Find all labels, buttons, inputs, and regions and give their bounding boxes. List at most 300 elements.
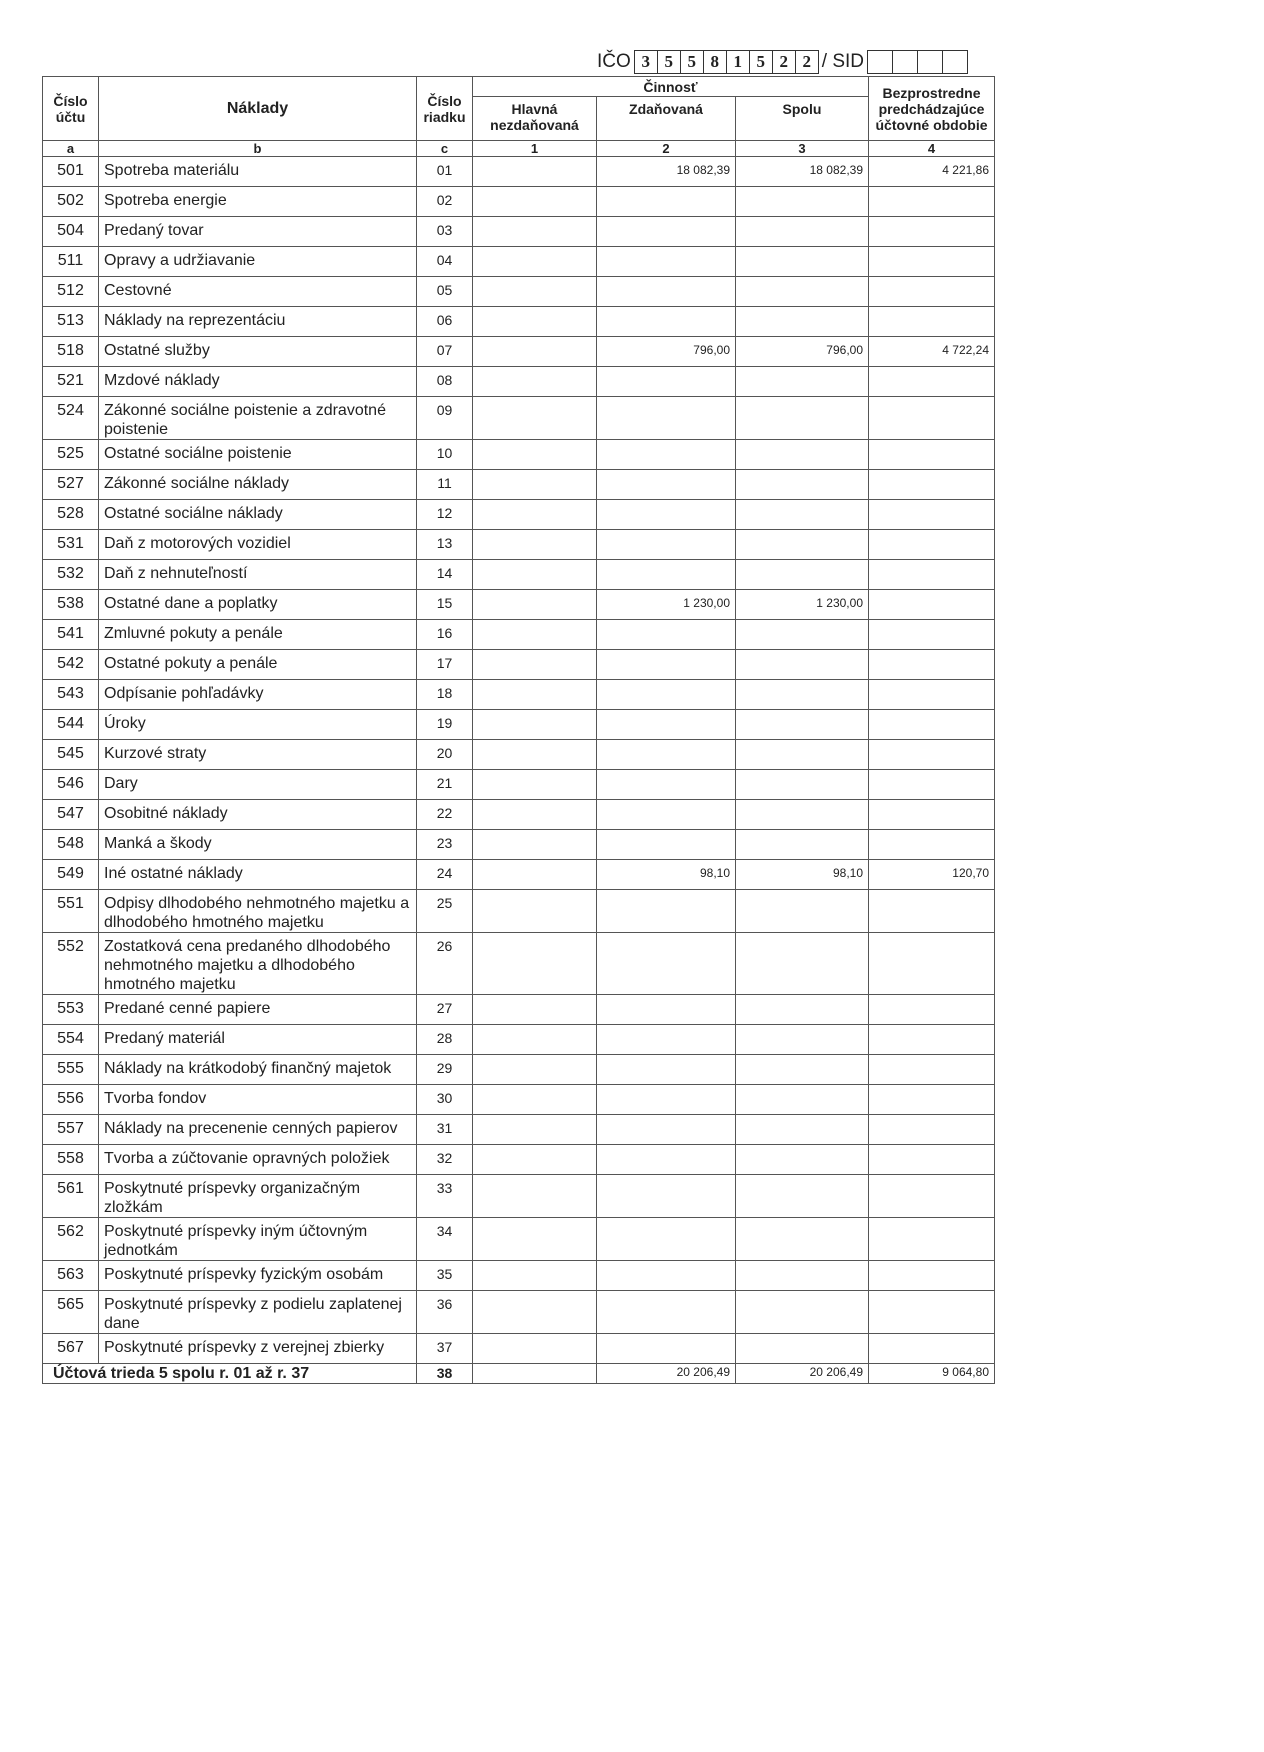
cost-name: Ostatné dane a poplatky	[99, 590, 417, 620]
value-taxed	[597, 740, 736, 770]
value-taxed	[597, 800, 736, 830]
account-number: 518	[43, 337, 99, 367]
cost-name: Opravy a udržiavanie	[99, 247, 417, 277]
value-taxed	[597, 560, 736, 590]
cost-name: Cestovné	[99, 277, 417, 307]
table-row	[43, 367, 995, 397]
account-number: 542	[43, 650, 99, 680]
header-activity: Činnosť	[473, 77, 869, 97]
line-number: 30	[417, 1085, 473, 1115]
value-prev	[869, 217, 995, 247]
value-prev: 4 221,86	[869, 157, 995, 187]
cost-name: Predaný materiál	[99, 1025, 417, 1055]
account-number: 504	[43, 217, 99, 247]
value-prev	[869, 247, 995, 277]
account-number: 545	[43, 740, 99, 770]
table-row	[43, 620, 995, 650]
sid-label: / SID	[821, 51, 865, 72]
sid-box[interactable]	[942, 50, 967, 74]
line-number: 28	[417, 1025, 473, 1055]
column-letter: 2	[597, 141, 736, 157]
sid-box[interactable]	[892, 50, 917, 74]
value-total	[736, 247, 869, 277]
account-number: 525	[43, 440, 99, 470]
line-number: 12	[417, 500, 473, 530]
cost-name: Zostatková cena predaného dlhodobého nehmotného majetku a dlhodobého hmotného majetku	[99, 933, 417, 995]
table-row	[43, 590, 995, 620]
account-number: 562	[43, 1218, 99, 1261]
ico-digit-boxes	[634, 50, 819, 74]
header-main: Hlavná nezdaňovaná	[473, 97, 597, 141]
line-number: 16	[417, 620, 473, 650]
column-letter: 3	[736, 141, 869, 157]
value-total	[736, 620, 869, 650]
value-main	[473, 710, 597, 740]
line-number: 07	[417, 337, 473, 367]
cost-name: Odpisy dlhodobého nehmotného majetku a dlhodobého hmotného majetku	[99, 890, 417, 933]
account-number: 554	[43, 1025, 99, 1055]
value-prev	[869, 1055, 995, 1085]
value-prev	[869, 397, 995, 440]
value-main	[473, 157, 597, 187]
account-number: 546	[43, 770, 99, 800]
value-total	[736, 1334, 869, 1364]
table-row	[43, 1145, 995, 1175]
cost-table	[42, 76, 995, 1384]
value-main	[473, 247, 597, 277]
value-main	[473, 187, 597, 217]
total-c1	[473, 1364, 597, 1384]
cost-name: Poskytnuté príspevky iným účtovným jednotkám	[99, 1218, 417, 1261]
line-number: 08	[417, 367, 473, 397]
ico-field	[597, 50, 971, 74]
header-costs: Náklady	[99, 77, 417, 141]
value-total	[736, 995, 869, 1025]
value-total	[736, 500, 869, 530]
value-taxed	[597, 440, 736, 470]
value-taxed	[597, 500, 736, 530]
line-number: 19	[417, 710, 473, 740]
table-row	[43, 1291, 995, 1334]
cost-name: Ostatné sociálne poistenie	[99, 440, 417, 470]
cost-name: Spotreba energie	[99, 187, 417, 217]
value-taxed: 796,00	[597, 337, 736, 367]
account-number: 549	[43, 860, 99, 890]
line-number: 11	[417, 470, 473, 500]
total-line: 38	[417, 1364, 473, 1384]
value-taxed	[597, 710, 736, 740]
cost-name: Iné ostatné náklady	[99, 860, 417, 890]
value-prev	[869, 500, 995, 530]
account-number: 555	[43, 1055, 99, 1085]
account-number: 543	[43, 680, 99, 710]
table-row	[43, 1218, 995, 1261]
line-number: 32	[417, 1145, 473, 1175]
value-main	[473, 470, 597, 500]
value-taxed	[597, 1025, 736, 1055]
account-number: 553	[43, 995, 99, 1025]
table-row	[43, 470, 995, 500]
value-main	[473, 890, 597, 933]
value-prev	[869, 560, 995, 590]
table-row	[43, 1055, 995, 1085]
value-taxed: 18 082,39	[597, 157, 736, 187]
value-total	[736, 307, 869, 337]
value-taxed	[597, 187, 736, 217]
sid-boxes	[867, 50, 968, 74]
sid-box[interactable]	[867, 50, 892, 74]
value-prev: 120,70	[869, 860, 995, 890]
value-taxed	[597, 530, 736, 560]
value-prev	[869, 933, 995, 995]
line-number: 27	[417, 995, 473, 1025]
value-total	[736, 1145, 869, 1175]
value-main	[473, 277, 597, 307]
value-taxed	[597, 470, 736, 500]
value-main	[473, 1055, 597, 1085]
line-number: 13	[417, 530, 473, 560]
value-main	[473, 590, 597, 620]
value-total	[736, 470, 869, 500]
table-row	[43, 397, 995, 440]
value-prev	[869, 367, 995, 397]
value-total	[736, 650, 869, 680]
account-number: 501	[43, 157, 99, 187]
value-main	[473, 440, 597, 470]
line-number: 31	[417, 1115, 473, 1145]
total-label: Účtová trieda 5 spolu r. 01 až r. 37	[43, 1364, 417, 1384]
table-row	[43, 337, 995, 367]
table-row	[43, 1085, 995, 1115]
line-number: 36	[417, 1291, 473, 1334]
line-number: 22	[417, 800, 473, 830]
cost-name: Náklady na reprezentáciu	[99, 307, 417, 337]
value-prev	[869, 1085, 995, 1115]
value-total	[736, 740, 869, 770]
total-c2: 20 206,49	[597, 1364, 736, 1384]
value-total	[736, 1055, 869, 1085]
account-number: 531	[43, 530, 99, 560]
account-number: 524	[43, 397, 99, 440]
table-row	[43, 800, 995, 830]
cost-name: Manká a škody	[99, 830, 417, 860]
value-prev	[869, 590, 995, 620]
value-main	[473, 367, 597, 397]
value-total	[736, 440, 869, 470]
table-row	[43, 1115, 995, 1145]
value-taxed	[597, 680, 736, 710]
value-taxed	[597, 1334, 736, 1364]
line-number: 10	[417, 440, 473, 470]
value-main	[473, 1261, 597, 1291]
value-main	[473, 307, 597, 337]
value-total	[736, 830, 869, 860]
value-taxed	[597, 1261, 736, 1291]
line-number: 04	[417, 247, 473, 277]
value-total	[736, 1291, 869, 1334]
value-prev	[869, 800, 995, 830]
value-taxed	[597, 650, 736, 680]
value-total	[736, 890, 869, 933]
line-number: 24	[417, 860, 473, 890]
line-number: 06	[417, 307, 473, 337]
cost-name: Predané cenné papiere	[99, 995, 417, 1025]
ico-digit: 3	[634, 50, 657, 74]
value-taxed	[597, 247, 736, 277]
value-total	[736, 710, 869, 740]
total-row	[43, 1364, 995, 1384]
table-row	[43, 187, 995, 217]
value-main	[473, 650, 597, 680]
ico-digit: 5	[749, 50, 772, 74]
cost-name: Ostatné služby	[99, 337, 417, 367]
line-number: 05	[417, 277, 473, 307]
value-main	[473, 680, 597, 710]
value-prev	[869, 1025, 995, 1055]
table-row	[43, 740, 995, 770]
table-row	[43, 995, 995, 1025]
value-prev	[869, 680, 995, 710]
value-total	[736, 1218, 869, 1261]
cost-name: Kurzové straty	[99, 740, 417, 770]
value-main	[473, 1085, 597, 1115]
value-prev	[869, 650, 995, 680]
value-taxed	[597, 620, 736, 650]
table-row	[43, 890, 995, 933]
line-number: 17	[417, 650, 473, 680]
account-number: 557	[43, 1115, 99, 1145]
value-total	[736, 770, 869, 800]
value-main	[473, 1115, 597, 1145]
value-main	[473, 1291, 597, 1334]
value-taxed	[597, 1085, 736, 1115]
value-prev: 4 722,24	[869, 337, 995, 367]
ico-label: IČO	[597, 51, 631, 72]
value-total	[736, 1115, 869, 1145]
line-number: 34	[417, 1218, 473, 1261]
cost-name: Spotreba materiálu	[99, 157, 417, 187]
value-main	[473, 530, 597, 560]
value-total	[736, 1025, 869, 1055]
value-main	[473, 620, 597, 650]
cost-name: Úroky	[99, 710, 417, 740]
cost-name: Mzdové náklady	[99, 367, 417, 397]
cost-name: Zákonné sociálne náklady	[99, 470, 417, 500]
line-number: 21	[417, 770, 473, 800]
column-letter: 1	[473, 141, 597, 157]
value-taxed	[597, 1055, 736, 1085]
column-letter: 4	[869, 141, 995, 157]
sid-box[interactable]	[917, 50, 942, 74]
account-number: 563	[43, 1261, 99, 1291]
table-row	[43, 1334, 995, 1364]
value-main	[473, 770, 597, 800]
value-prev	[869, 470, 995, 500]
value-prev	[869, 440, 995, 470]
value-total: 18 082,39	[736, 157, 869, 187]
value-total	[736, 1261, 869, 1291]
line-number: 29	[417, 1055, 473, 1085]
value-prev	[869, 995, 995, 1025]
value-prev	[869, 1218, 995, 1261]
line-number: 18	[417, 680, 473, 710]
value-total: 1 230,00	[736, 590, 869, 620]
value-main	[473, 337, 597, 367]
value-taxed	[597, 397, 736, 440]
value-taxed	[597, 307, 736, 337]
table-row	[43, 1175, 995, 1218]
value-main	[473, 995, 597, 1025]
value-taxed	[597, 217, 736, 247]
cost-name: Poskytnuté príspevky z verejnej zbierky	[99, 1334, 417, 1364]
value-prev	[869, 1115, 995, 1145]
header-total: Spolu	[736, 97, 869, 141]
line-number: 01	[417, 157, 473, 187]
line-number: 37	[417, 1334, 473, 1364]
value-main	[473, 1145, 597, 1175]
value-main	[473, 217, 597, 247]
value-prev	[869, 1261, 995, 1291]
table-row	[43, 217, 995, 247]
value-prev	[869, 307, 995, 337]
column-letter: c	[417, 141, 473, 157]
value-prev	[869, 277, 995, 307]
line-number: 33	[417, 1175, 473, 1218]
value-prev	[869, 1145, 995, 1175]
value-total	[736, 530, 869, 560]
cost-name: Dary	[99, 770, 417, 800]
account-number: 556	[43, 1085, 99, 1115]
value-taxed	[597, 1145, 736, 1175]
value-taxed	[597, 1115, 736, 1145]
cost-name: Predaný tovar	[99, 217, 417, 247]
value-taxed: 1 230,00	[597, 590, 736, 620]
account-number: 541	[43, 620, 99, 650]
cost-name: Zákonné sociálne poistenie a zdravotné poistenie	[99, 397, 417, 440]
header-line: Číslo riadku	[417, 77, 473, 141]
account-number: 511	[43, 247, 99, 277]
value-main	[473, 560, 597, 590]
cost-name: Odpísanie pohľadávky	[99, 680, 417, 710]
ico-digit: 2	[795, 50, 818, 74]
cost-name: Poskytnuté príspevky z podielu zaplatenej dane	[99, 1291, 417, 1334]
value-taxed	[597, 277, 736, 307]
value-prev	[869, 740, 995, 770]
account-number: 548	[43, 830, 99, 860]
table-row	[43, 860, 995, 890]
table-row	[43, 1025, 995, 1055]
line-number: 03	[417, 217, 473, 247]
line-number: 02	[417, 187, 473, 217]
header-account: Číslo účtu	[43, 77, 99, 141]
total-c4: 9 064,80	[869, 1364, 995, 1384]
value-main	[473, 800, 597, 830]
table-row	[43, 650, 995, 680]
value-total	[736, 560, 869, 590]
cost-name: Náklady na precenenie cenných papierov	[99, 1115, 417, 1145]
account-number: 567	[43, 1334, 99, 1364]
cost-name: Osobitné náklady	[99, 800, 417, 830]
account-number: 544	[43, 710, 99, 740]
table-row	[43, 247, 995, 277]
cost-name: Poskytnuté príspevky organizačným zložkám	[99, 1175, 417, 1218]
line-number: 25	[417, 890, 473, 933]
value-taxed: 98,10	[597, 860, 736, 890]
account-number: 551	[43, 890, 99, 933]
value-prev	[869, 890, 995, 933]
line-number: 20	[417, 740, 473, 770]
value-prev	[869, 770, 995, 800]
cost-name: Tvorba a zúčtovanie opravných položiek	[99, 1145, 417, 1175]
account-number: 502	[43, 187, 99, 217]
value-main	[473, 933, 597, 995]
cost-name: Ostatné pokuty a penále	[99, 650, 417, 680]
value-total	[736, 187, 869, 217]
column-letter: b	[99, 141, 417, 157]
value-prev	[869, 530, 995, 560]
line-number: 15	[417, 590, 473, 620]
table-row	[43, 500, 995, 530]
value-main	[473, 740, 597, 770]
account-number: 528	[43, 500, 99, 530]
table-row	[43, 770, 995, 800]
value-taxed	[597, 890, 736, 933]
account-number: 521	[43, 367, 99, 397]
line-number: 26	[417, 933, 473, 995]
account-number: 565	[43, 1291, 99, 1334]
value-total	[736, 277, 869, 307]
value-prev	[869, 620, 995, 650]
cost-name: Daň z motorových vozidiel	[99, 530, 417, 560]
value-total	[736, 1175, 869, 1218]
table-row	[43, 680, 995, 710]
value-total	[736, 1085, 869, 1115]
value-prev	[869, 1334, 995, 1364]
table-row	[43, 560, 995, 590]
ico-digit: 8	[703, 50, 726, 74]
ico-digit: 2	[772, 50, 795, 74]
value-total	[736, 933, 869, 995]
cost-name: Tvorba fondov	[99, 1085, 417, 1115]
value-total	[736, 397, 869, 440]
value-taxed	[597, 1218, 736, 1261]
line-number: 23	[417, 830, 473, 860]
value-taxed	[597, 367, 736, 397]
line-number: 09	[417, 397, 473, 440]
account-number: 558	[43, 1145, 99, 1175]
value-total: 98,10	[736, 860, 869, 890]
table-row	[43, 933, 995, 995]
account-number: 561	[43, 1175, 99, 1218]
value-main	[473, 397, 597, 440]
value-main	[473, 1334, 597, 1364]
header-prev-period: Bezprostredne predchádzajúce účtovné obdobie	[869, 77, 995, 141]
account-number: 532	[43, 560, 99, 590]
table-row	[43, 157, 995, 187]
value-taxed	[597, 995, 736, 1025]
value-total	[736, 217, 869, 247]
ico-digit: 5	[680, 50, 703, 74]
table-row	[43, 830, 995, 860]
ico-digit: 1	[726, 50, 749, 74]
cost-name: Daň z nehnuteľností	[99, 560, 417, 590]
value-main	[473, 1025, 597, 1055]
value-prev	[869, 710, 995, 740]
line-number: 14	[417, 560, 473, 590]
value-prev	[869, 1291, 995, 1334]
table-row	[43, 1261, 995, 1291]
table-row	[43, 530, 995, 560]
